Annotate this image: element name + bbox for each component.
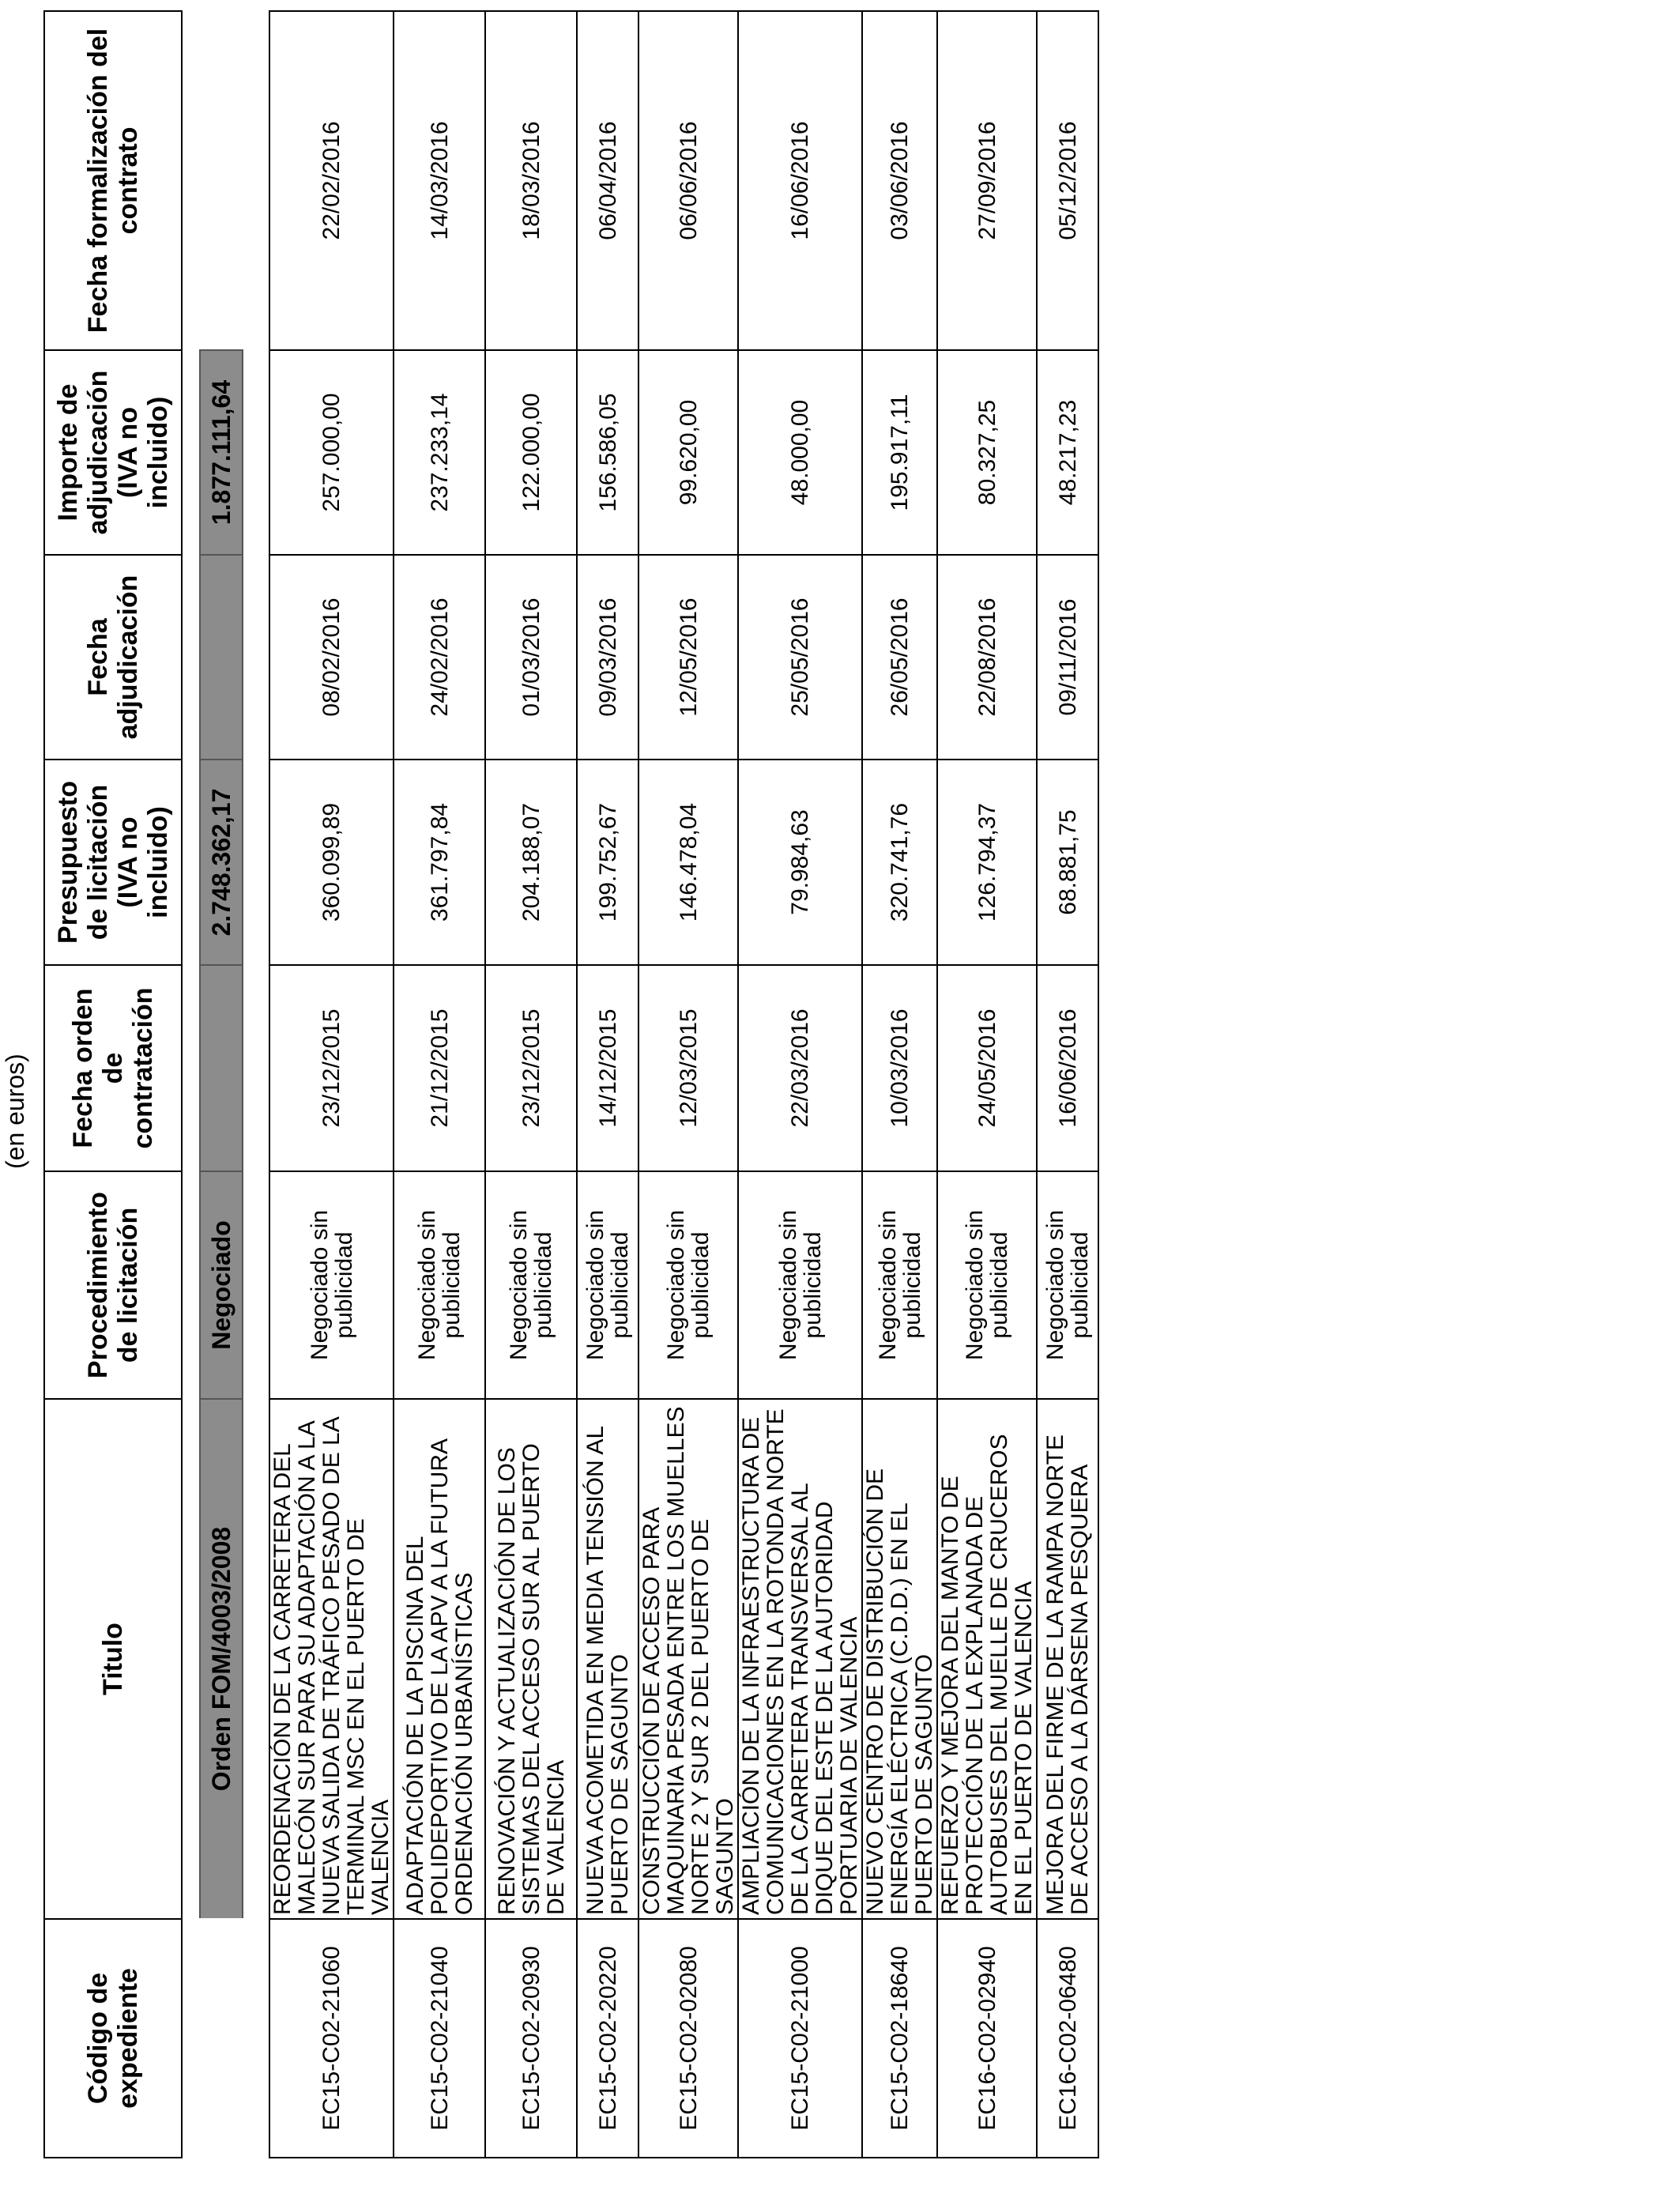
cell-titulo: RENOVACIÓN Y ACTUALIZACIÓN DE LOS SISTEMAS DEL ACCESO SUR AL PUERTO DE VALENCIA	[485, 1399, 577, 1919]
cell-titulo: REFUERZO Y MEJORA DEL MANTO DE PROTECCIÓN DE LA EXPLANADA DE AUTOBUSES DEL MUELLE DE CRUCEROS EN EL PUERTO DE VALENCIA	[937, 1399, 1037, 1919]
cell-importe: 195.917,11	[862, 350, 937, 555]
cell-fecha-orden: 24/05/2016	[937, 965, 1037, 1171]
cell-fecha-formalizacion: 27/09/2016	[937, 11, 1037, 350]
cell-procedimiento: Negociado sin publicidad	[862, 1171, 937, 1399]
table-row	[937, 11, 1037, 2158]
table-row	[638, 11, 738, 2158]
cell-fecha-formalizacion: 22/02/2016	[269, 11, 394, 350]
table-row	[738, 11, 862, 2158]
table-row	[269, 11, 394, 2158]
header-importe: Importe de adjudicación (IVA no incluido)	[44, 350, 182, 555]
cell-presupuesto: 320.741,76	[862, 760, 937, 965]
cell-titulo: NUEVO CENTRO DE DISTRIBUCIÓN DE ENERGÍA ELÉCTRICA (C.D.D.) EN EL PUERTO DE SAGUNTO	[862, 1399, 937, 1919]
table-row	[394, 11, 485, 2158]
cell-fecha-adjudicacion: 08/02/2016	[269, 555, 394, 760]
cell-presupuesto: 360.099,89	[269, 760, 394, 965]
cell-codigo: EC15-C02-21040	[394, 1919, 485, 2158]
header-table	[43, 10, 183, 2158]
header-row	[44, 11, 182, 2158]
cell-codigo: EC15-C02-20930	[485, 1919, 577, 2158]
cell-fecha-formalizacion: 06/04/2016	[577, 11, 638, 350]
table-row	[485, 11, 577, 2158]
header-titulo: Titulo	[44, 1399, 182, 1919]
cell-importe: 80.327,25	[937, 350, 1037, 555]
cell-fecha-orden: 10/03/2016	[862, 965, 937, 1171]
cell-fecha-adjudicacion: 12/05/2016	[638, 555, 738, 760]
cell-fecha-formalizacion: 18/03/2016	[485, 11, 577, 350]
cell-importe: 99.620,00	[638, 350, 738, 555]
cell-fecha-adjudicacion: 22/08/2016	[937, 555, 1037, 760]
cell-codigo: EC15-C02-20220	[577, 1919, 638, 2158]
cell-fecha-adjudicacion: 26/05/2016	[862, 555, 937, 760]
cell-importe: 48.000,00	[738, 350, 862, 555]
group-empty-fecha-adjudicacion	[200, 555, 243, 760]
header-fecha-orden: Fecha orden de contratación	[44, 965, 182, 1171]
cell-codigo: EC15-C02-21000	[738, 1919, 862, 2158]
cell-fecha-orden: 23/12/2015	[269, 965, 394, 1171]
cell-procedimiento: Negociado sin publicidad	[394, 1171, 485, 1399]
data-table	[269, 10, 1099, 2158]
cell-procedimiento: Negociado sin publicidad	[577, 1171, 638, 1399]
group-empty-fecha-formalizacion	[200, 11, 243, 350]
cell-procedimiento: Negociado sin publicidad	[269, 1171, 394, 1399]
group-presupuesto-total: 2.748.362,17	[200, 760, 243, 965]
cell-presupuesto: 68.881,75	[1037, 760, 1098, 965]
cell-presupuesto: 126.794,37	[937, 760, 1037, 965]
cell-titulo: CONSTRUCCIÓN DE ACCESO PARA MAQUINARIA PESADA ENTRE LOS MUELLES NORTE 2 Y SUR 2 DEL PUERTO DE SAGUNTO	[638, 1399, 738, 1919]
group-importe-total: 1.877.111,64	[200, 350, 243, 555]
cell-fecha-adjudicacion: 01/03/2016	[485, 555, 577, 760]
cell-importe: 122.000,00	[485, 350, 577, 555]
cell-presupuesto: 199.752,67	[577, 760, 638, 965]
cell-codigo: EC16-C02-06480	[1037, 1919, 1098, 2158]
cell-presupuesto: 361.797,84	[394, 760, 485, 965]
cell-codigo: EC16-C02-02940	[937, 1919, 1037, 2158]
cell-fecha-orden: 14/12/2015	[577, 965, 638, 1171]
cell-fecha-orden: 12/03/2015	[638, 965, 738, 1171]
cell-fecha-formalizacion: 16/06/2016	[738, 11, 862, 350]
cell-fecha-formalizacion: 03/06/2016	[862, 11, 937, 350]
group-empty-fecha-orden	[200, 965, 243, 1171]
cell-importe: 257.000,00	[269, 350, 394, 555]
cell-fecha-adjudicacion: 25/05/2016	[738, 555, 862, 760]
units-caption: (en euros)	[1, 1054, 29, 1169]
cell-fecha-adjudicacion: 09/11/2016	[1037, 555, 1098, 760]
cell-titulo: MEJORA DEL FIRME DE LA RAMPA NORTE DE ACCESO A LA DÁRSENA PESQUERA	[1037, 1399, 1098, 1919]
table-row	[577, 11, 638, 2158]
cell-fecha-orden: 23/12/2015	[485, 965, 577, 1171]
cell-fecha-formalizacion: 05/12/2016	[1037, 11, 1098, 350]
cell-titulo: AMPLIACIÓN DE LA INFRAESTRUCTURA DE COMUNICACIONES EN LA ROTONDA NORTE DE LA CARRETERA TRANSVERSAL AL DIQUE DEL ESTE DE LA AUTORIDAD PORTUARIA DE VALENCIA	[738, 1399, 862, 1919]
header-codigo: Código de expediente	[44, 1919, 182, 2158]
group-row	[200, 11, 243, 2158]
cell-procedimiento: Negociado sin publicidad	[638, 1171, 738, 1399]
cell-fecha-adjudicacion: 09/03/2016	[577, 555, 638, 760]
header-presupuesto: Presupuesto de licitación (IVA no incluido)	[44, 760, 182, 965]
cell-procedimiento: Negociado sin publicidad	[485, 1171, 577, 1399]
cell-titulo: REORDENACIÓN DE LA CARRETERA DEL MALECÓN SUR PARA SU ADAPTACIÓN A LA NUEVA SALIDA DE TRÁFICO PESADO DE LA TERMINAL MSC EN EL PUERTO DE VALENCIA	[269, 1399, 394, 1919]
cell-titulo: ADAPTACIÓN DE LA PISCINA DEL POLIDEPORTIVO DE LA APV A LA FUTURA ORDENACIÓN URBANÍSTICAS	[394, 1399, 485, 1919]
cell-procedimiento: Negociado sin publicidad	[738, 1171, 862, 1399]
rows-body	[269, 11, 1098, 2158]
group-empty-codigo	[200, 1919, 243, 2158]
header-fecha-adjudicacion: Fecha adjudicación	[44, 555, 182, 760]
cell-fecha-orden: 21/12/2015	[394, 965, 485, 1171]
cell-fecha-orden: 16/06/2016	[1037, 965, 1098, 1171]
cell-importe: 237.233,14	[394, 350, 485, 555]
cell-fecha-adjudicacion: 24/02/2016	[394, 555, 485, 760]
cell-codigo: EC15-C02-21060	[269, 1919, 394, 2158]
cell-importe: 48.217,23	[1037, 350, 1098, 555]
table-row	[1037, 11, 1098, 2158]
cell-procedimiento: Negociado sin publicidad	[937, 1171, 1037, 1399]
cell-titulo: NUEVA ACOMETIDA EN MEDIA TENSIÓN AL PUERTO DE SAGUNTO	[577, 1399, 638, 1919]
group-procedimiento: Negociado	[200, 1171, 243, 1399]
header-procedimiento: Procedimiento de licitación	[44, 1171, 182, 1399]
cell-codigo: EC15-C02-02080	[638, 1919, 738, 2158]
cell-codigo: EC15-C02-18640	[862, 1919, 937, 2158]
cell-presupuesto: 146.478,04	[638, 760, 738, 965]
cell-presupuesto: 204.188,07	[485, 760, 577, 965]
table-row	[862, 11, 937, 2158]
cell-procedimiento: Negociado sin publicidad	[1037, 1171, 1098, 1399]
cell-fecha-orden: 22/03/2016	[738, 965, 862, 1171]
group-titulo: Orden FOM/4003/2008	[200, 1399, 243, 1919]
cell-fecha-formalizacion: 14/03/2016	[394, 11, 485, 350]
header-fecha-formalizacion: Fecha formalización del contrato	[44, 11, 182, 350]
cell-presupuesto: 79.984,63	[738, 760, 862, 965]
cell-fecha-formalizacion: 06/06/2016	[638, 11, 738, 350]
group-table	[199, 10, 243, 2158]
cell-importe: 156.586,05	[577, 350, 638, 555]
